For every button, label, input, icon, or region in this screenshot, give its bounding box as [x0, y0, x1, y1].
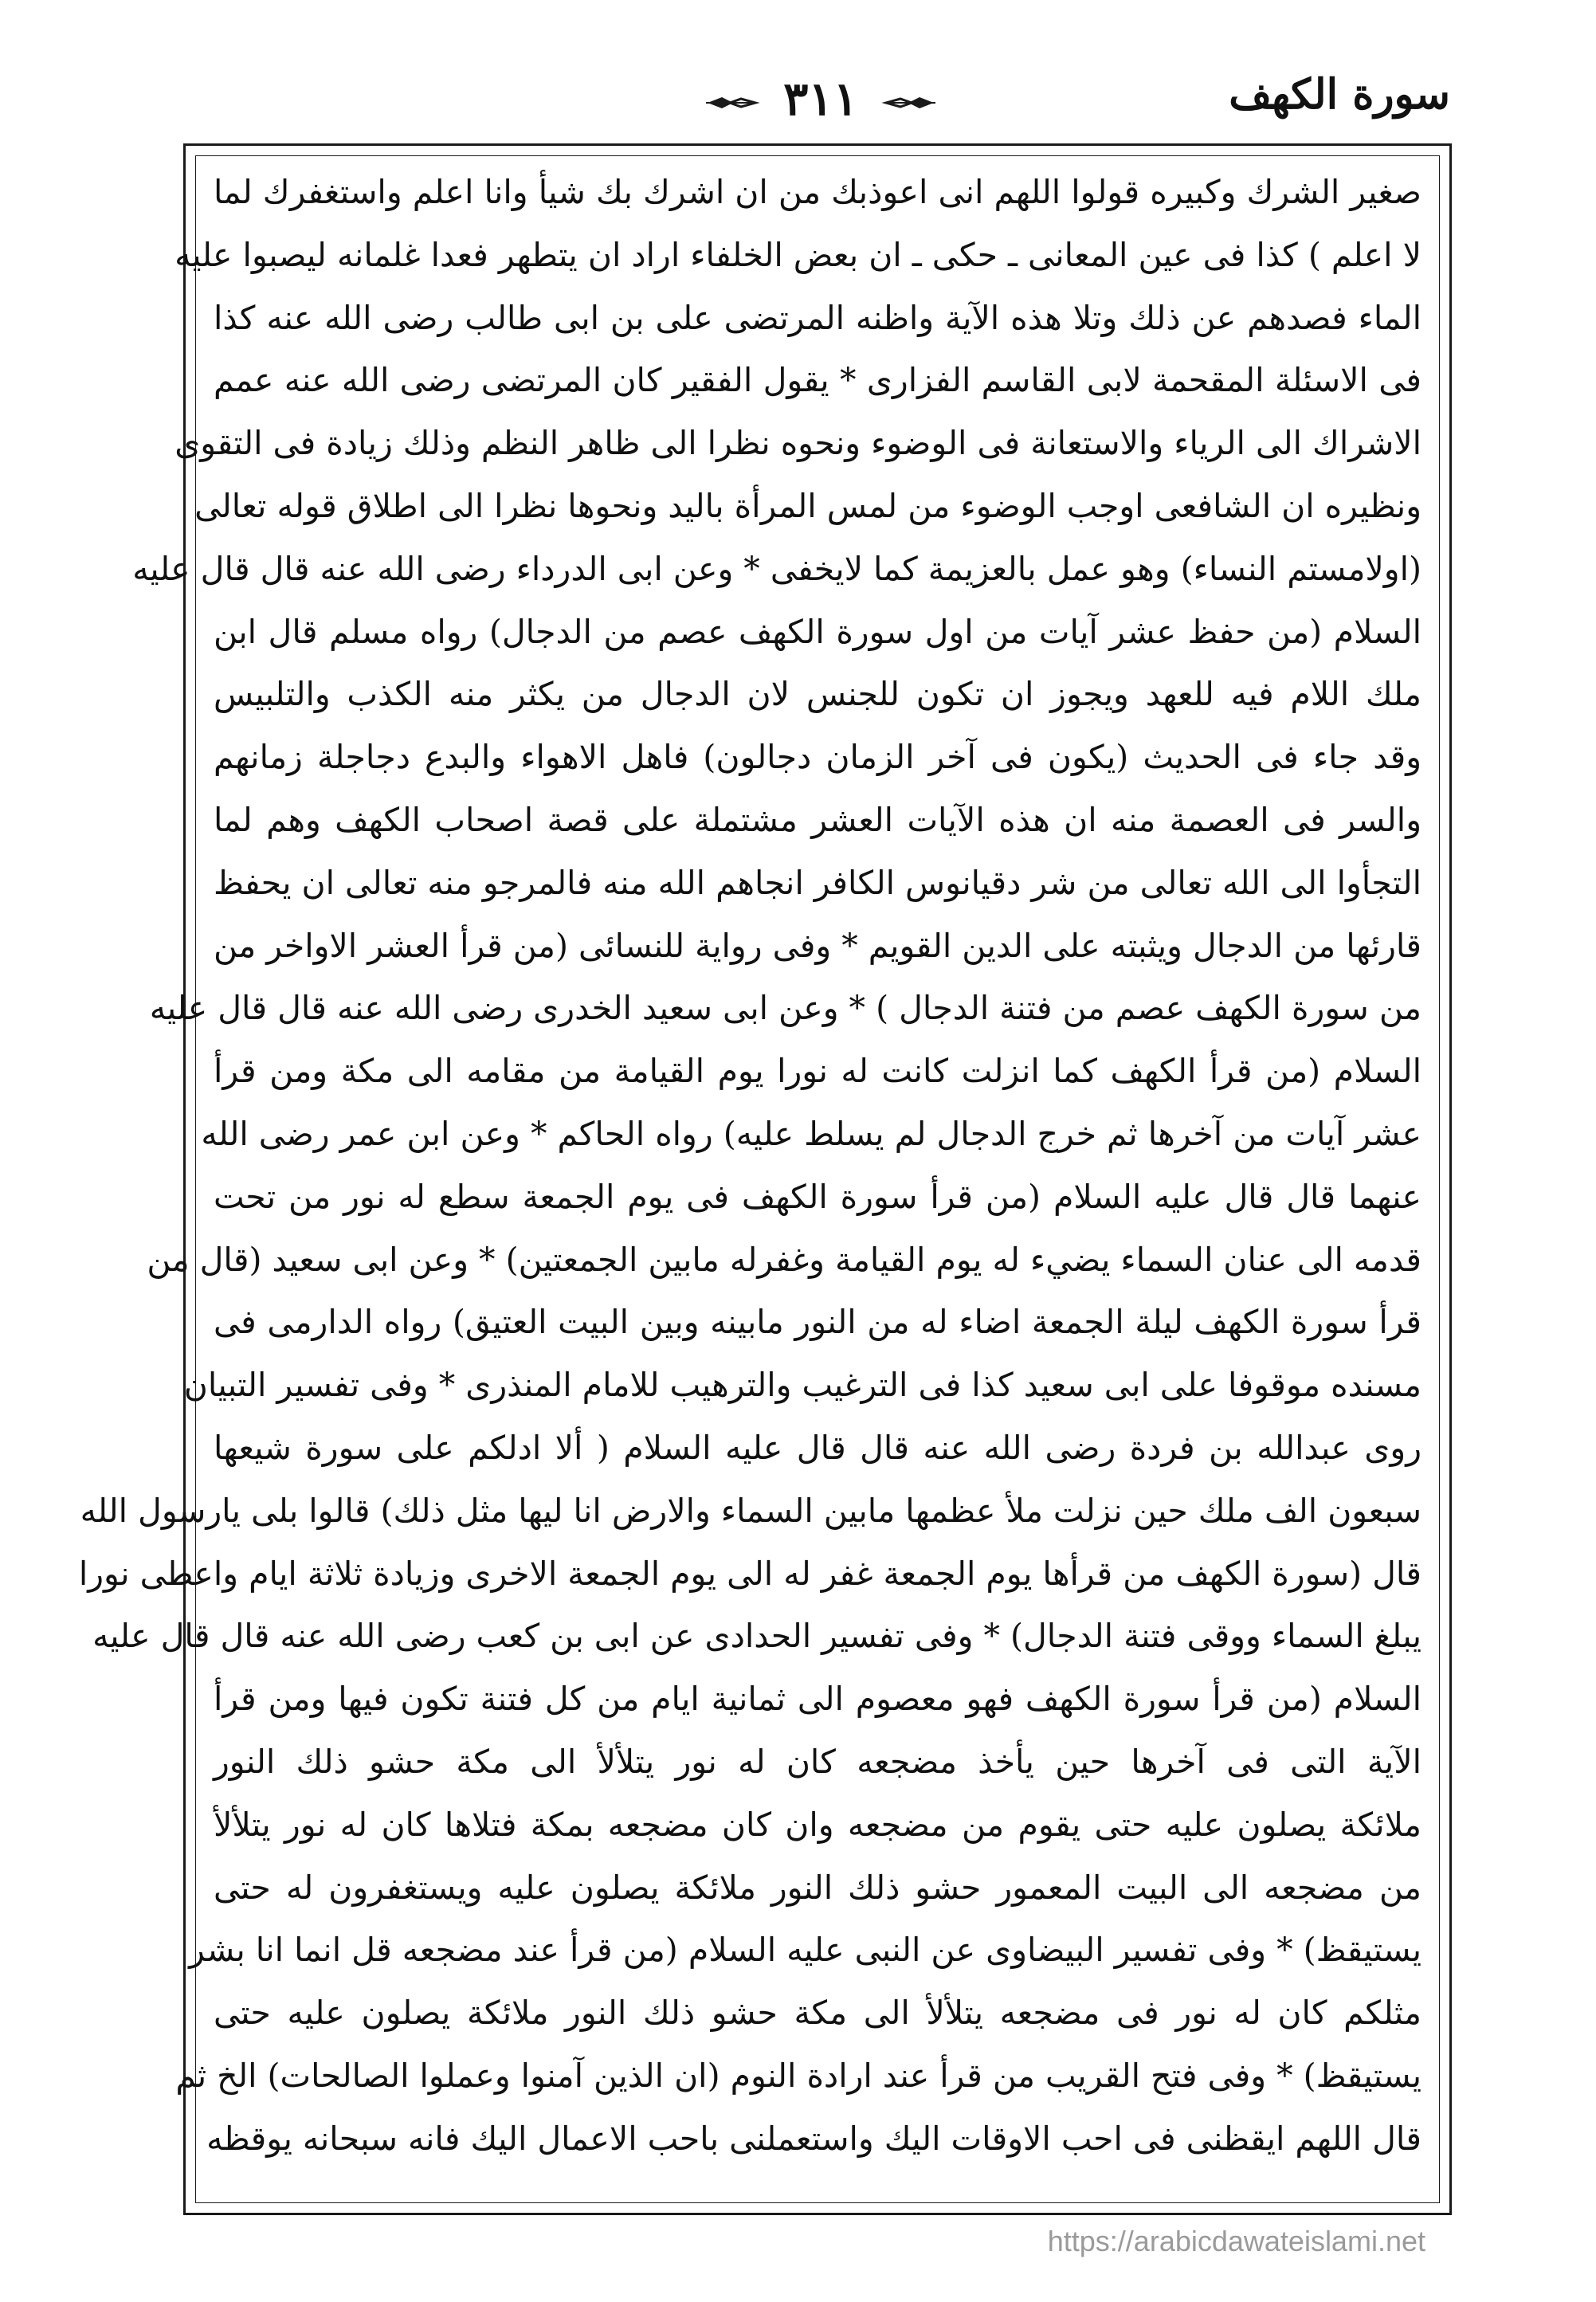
page-number: ٣١١ — [783, 72, 858, 126]
text-line: (اولامستم النساء) وهو عمل بالعزيمة كما لايخفى * وعن ابى الدرداء رضى الله عنه قال قال عليه — [132, 549, 1421, 588]
text-line: قارئها من الدجال ويثبته على الدين القويم * وفى رواية للنسائى (من قرأ العشر الاواخر من — [214, 926, 1422, 965]
watermark-url: https://arabicdawateislami.net — [1047, 2225, 1425, 2257]
body-text — [78, 158, 1422, 2198]
text-line: قال اللهم ايقظنى فى احب الاوقات اليك واستعملنى باحب الاعمال اليك فانه سبحانه يوقظه — [206, 2119, 1421, 2158]
page-number-block — [709, 72, 932, 135]
text-line: فى الاسئلة المقحمة لابى القاسم الفزارى * يقول الفقير كان المرتضى رضى الله عنه عمم — [214, 361, 1421, 400]
page-header — [183, 62, 1458, 150]
text-line: الماء فصدهم عن ذلك وتلا هذه الآية واظنه المرتضى على بن ابى طالب رضى الله عنه كذا — [214, 298, 1421, 337]
text-line: عشر آيات من آخرها ثم خرج الدجال لم يسلط عليه) رواه الحاكم * وعن ابن عمر رضى الله — [201, 1115, 1421, 1153]
text-line: وقد جاء فى الحديث (يكون فى آخر الزمان دجالون) فاهل الاهواء والبدع دجاجلة زمانهم — [214, 738, 1421, 777]
text-line: قال (سورة الكهف من قرأها يوم الجمعة غفر له الى يوم الجمعة الاخرى وزيادة ثلاثة ايام واعطى نورا — [78, 1554, 1421, 1593]
text-line: قدمه الى عنان السماء يضيء له يوم القيامة وغفرله مابين الجمعتين) * وعن ابى سعيد (قال من — [147, 1240, 1421, 1279]
text-line: روى عبدالله بن فردة رضى الله عنه قال قال عليه السلام ( ألا ادلكم على سورة شيعها — [214, 1429, 1421, 1467]
right-ornament-icon — [884, 94, 935, 112]
text-line: مثلكم كان له نور فى مضجعه يتلألأ الى مكة حشو ذلك النور ملائكة يصلون عليه حتى — [214, 1994, 1421, 2033]
text-line: من سورة الكهف عصم من فتنة الدجال ) * وعن ابى سعيد الخدرى رضى الله عنه قال قال عليه — [149, 989, 1421, 1028]
text-line: عنهما قال قال عليه السلام (من قرأ سورة الكهف فى يوم الجمعة سطع له نور من تحت — [214, 1177, 1421, 1216]
text-line: الاشراك الى الرياء والاستعانة فى الوضوء ونحوه نظرا الى ظاهر النظم وذلك زيادة فى التقوى — [175, 424, 1421, 463]
text-line: السلام (من قرأ الكهف كما انزلت كانت له نورا يوم القيامة من مقامه الى مكة ومن قرأ — [214, 1052, 1421, 1091]
text-line: يبلغ السماء ووقى فتنة الدجال) * وفى تفسير الحدادى عن ابى بن كعب رضى الله عنه قال قال عليه — [92, 1617, 1421, 1656]
text-line: الآية التى فى آخرها حين يأخذ مضجعه كان له نور يتلألأ الى مكة حشو ذلك النور — [214, 1743, 1421, 1781]
text-line: من مضجعه الى البيت المعمور حشو ذلك النور ملائكة يصلون عليه ويستغفرون له حتى — [214, 1868, 1421, 1907]
text-line: التجأوا الى الله تعالى من شر دقيانوس الكافر انجاهم الله منه فالمرجو منه تعالى ان يحفظ — [213, 863, 1421, 902]
text-line: صغير الشرك وكبيره قولوا اللهم انى اعوذبك من ان اشرك بك شيأ وانا اعلم واستغفرك لما — [214, 173, 1421, 211]
surah-title: سورة الكهف — [1229, 70, 1450, 119]
text-line: ونظيره ان الشافعى اوجب الوضوء من لمس المرأة باليد ونحوها نظرا الى اطلاق قوله تعالى — [194, 487, 1421, 525]
text-line: ملك اللام فيه للعهد ويجوز ان تكون للجنس لان الدجال من يكثر منه الكذب والتلبيس — [214, 675, 1421, 714]
text-line: لا اعلم ) كذا فى عين المعانى ـ حكى ـ ان بعض الخلفاء اراد ان يتطهر فعدا غلمانه ليصبوا عليه — [175, 235, 1421, 274]
text-line: والسر فى العصمة منه ان هذه الآيات العشر مشتملة على قصة اصحاب الكهف وهم لما — [214, 801, 1421, 839]
text-line: قرأ سورة الكهف ليلة الجمعة اضاء له من النور مابينه وبين البيت العتيق) رواه الدارمى فى — [214, 1303, 1421, 1342]
text-line: يستيقظ) * وفى تفسير البيضاوى عن النبى عليه السلام (من قرأ عند مضجعه قل انما انا بشر — [189, 1931, 1421, 1970]
text-line: يستيقظ) * وفى فتح القريب من قرأ عند ارادة النوم (ان الذين آمنوا وعملوا الصالحات) الخ ثم — [175, 2057, 1421, 2095]
text-line: ملائكة يصلون عليه حتى يقوم من مضجعه وان كان مضجعه بمكة فتلاها كان له نور يتلألأ — [214, 1805, 1421, 1844]
text-line: السلام (من قرأ سورة الكهف فهو معصوم الى ثمانية ايام من كل فتنة تكون فيها ومن قرأ — [214, 1680, 1421, 1719]
text-line: السلام (من حفظ عشر آيات من اول سورة الكهف عصم من الدجال) رواه مسلم قال ابن — [214, 612, 1421, 651]
text-line: سبعون الف ملك حين نزلت ملأ عظمها مابين السماء والارض انا ليها مثل ذلك) قالوا بلى يارسول الله — [80, 1491, 1421, 1530]
text-line: مسنده موقوفا على ابى سعيد كذا فى الترغيب والترهيب للامام المنذرى * وفى تفسير التبيان — [183, 1366, 1421, 1405]
